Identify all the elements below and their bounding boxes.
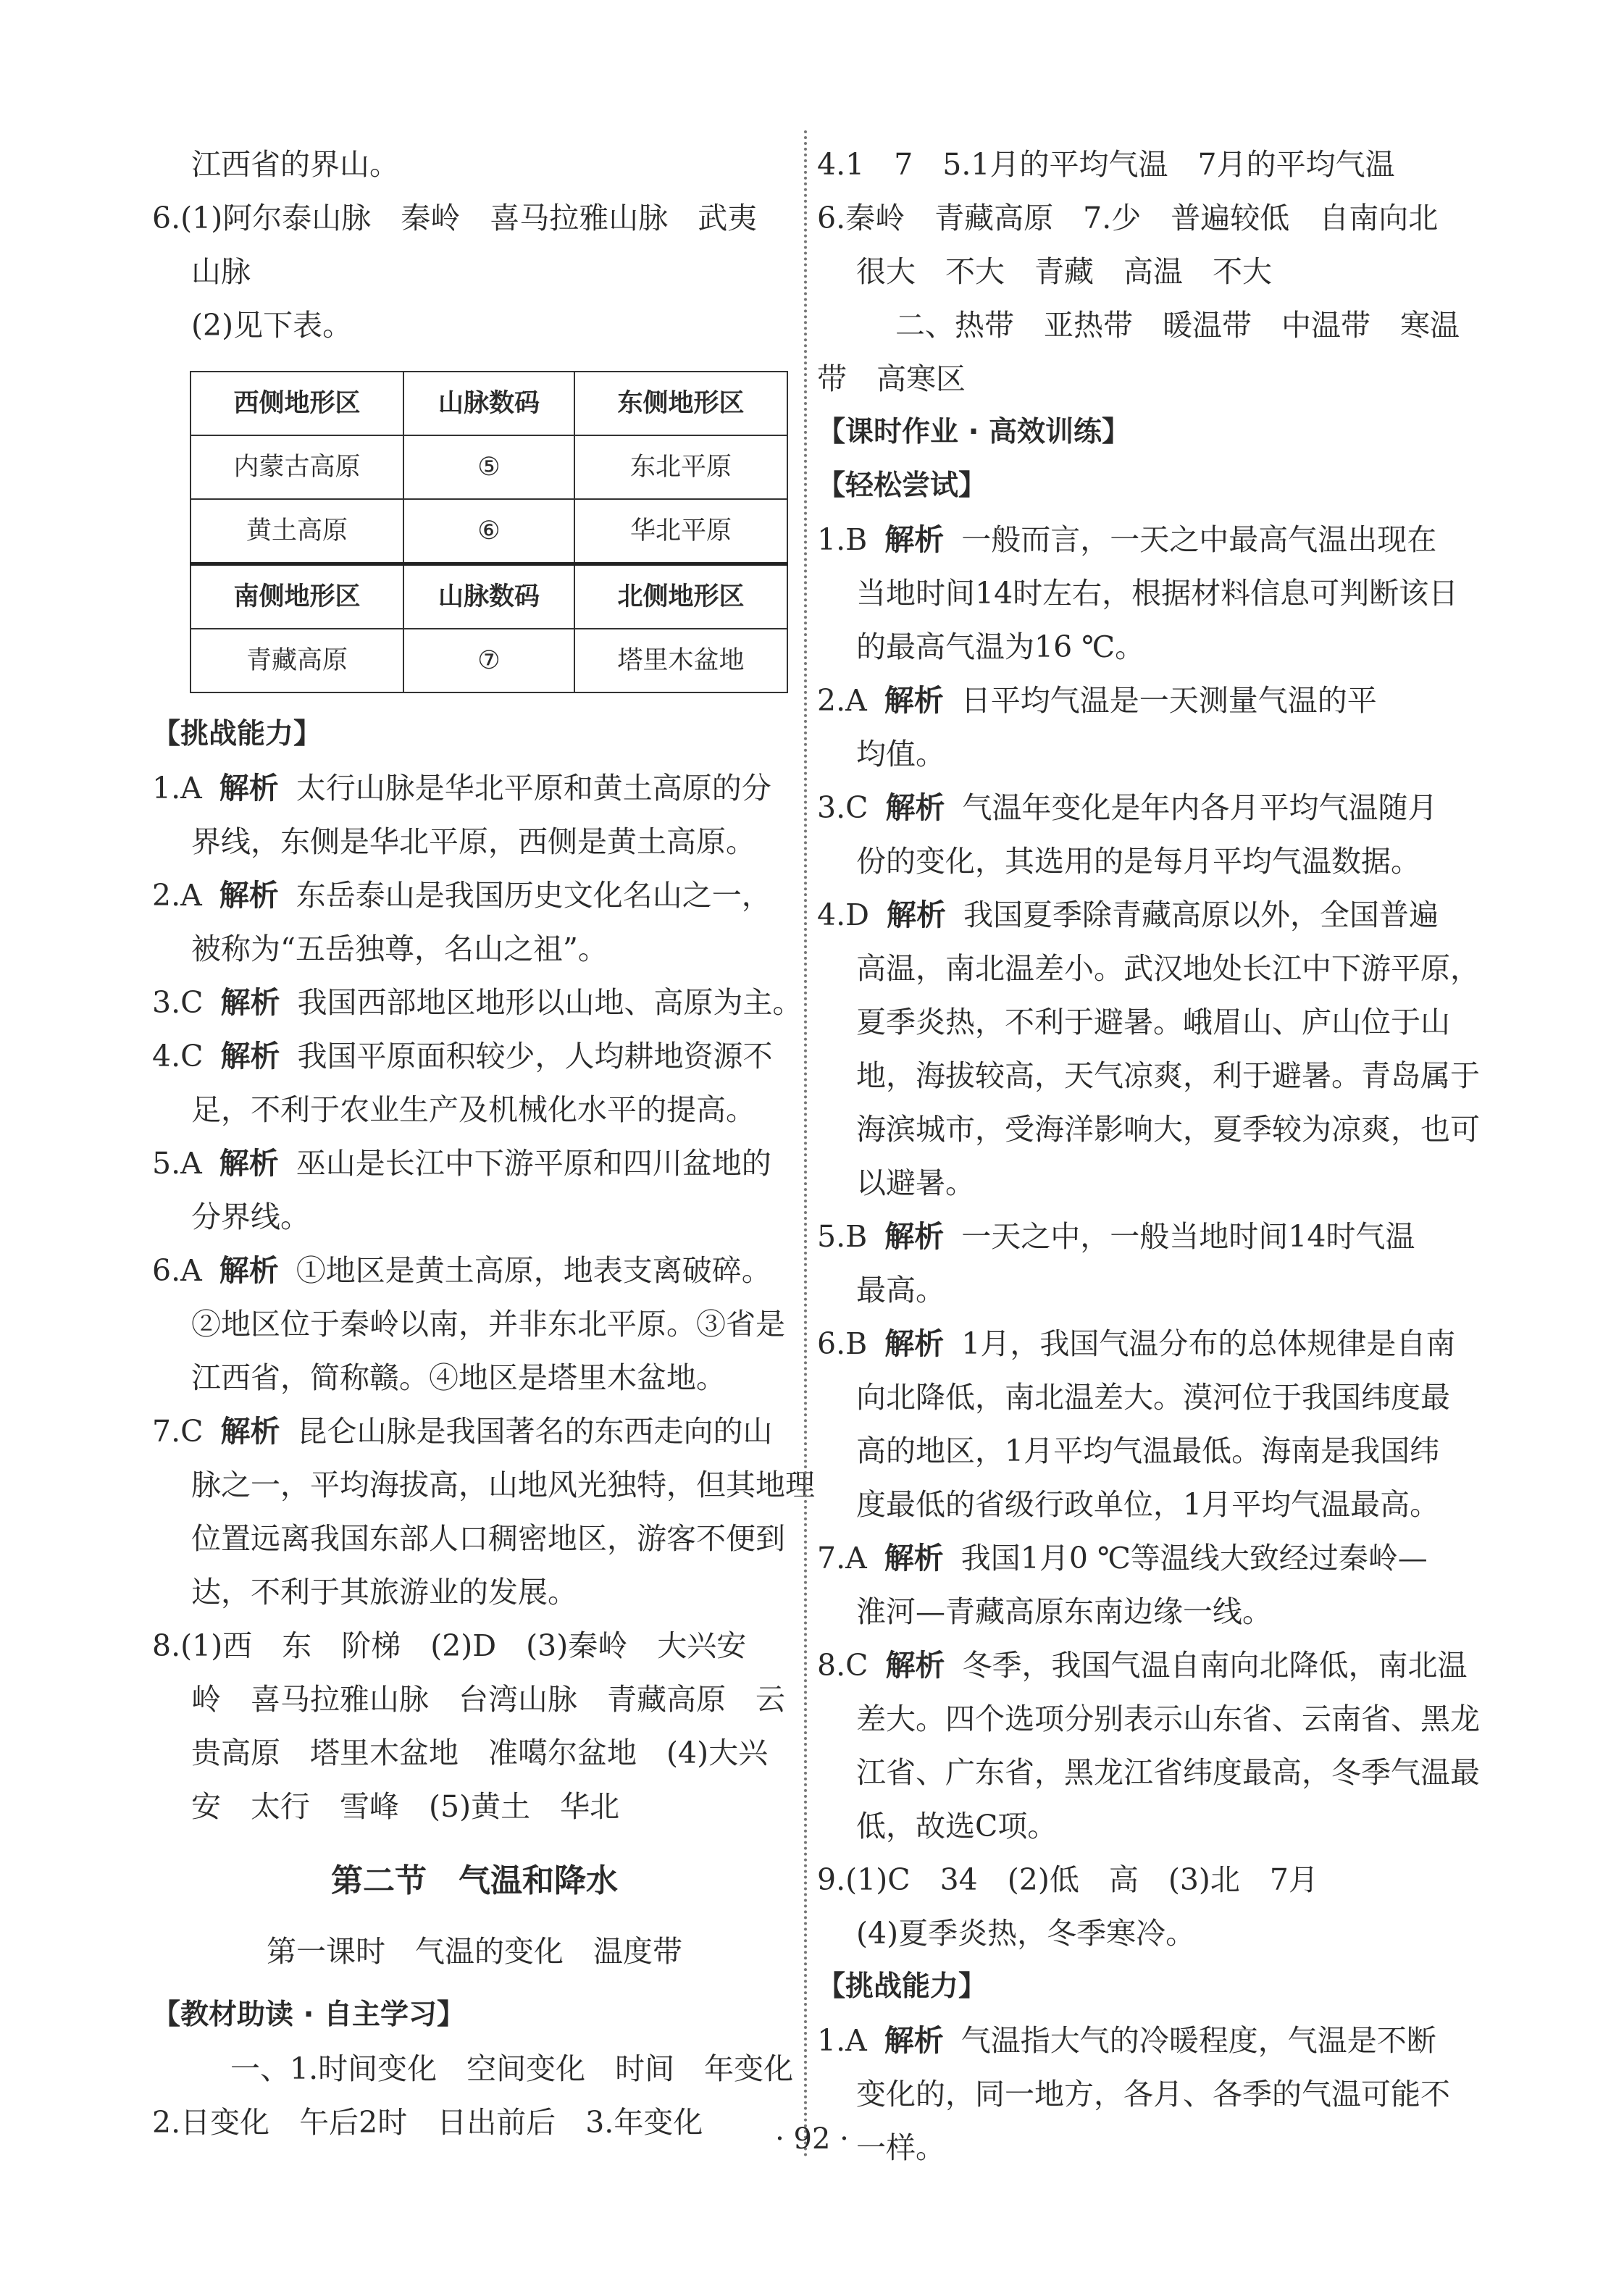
table-header-cell: 南侧地形区 — [191, 564, 403, 629]
analysis-label: 解析 — [219, 1146, 279, 1181]
answer-number: 3.C — [817, 790, 868, 825]
question-number: 6. — [152, 201, 181, 235]
text-line: 均值。 — [856, 737, 945, 771]
text-line: 巫山是长江中下游平原和四川盆地的 — [296, 1146, 771, 1181]
text-line: 低，故选C项。 — [856, 1809, 1058, 1843]
section-heading: 【挑战能力】 — [152, 718, 322, 750]
text-line: 我国1月0 ℃等温线大致经过秦岭— — [960, 1541, 1428, 1575]
answer-item — [152, 976, 803, 1029]
table-row — [191, 499, 787, 564]
text-line: 一天之中，一般当地时间14时气温 — [961, 1219, 1415, 1254]
answer-item — [817, 1638, 1469, 1692]
lesson-title: 第一课时 气温的变化 温度带 — [267, 1934, 682, 1969]
text-line: 江省、广东省，黑龙江省纬度最高，冬季气温最 — [856, 1755, 1480, 1790]
text-line: 以避暑。 — [856, 1165, 975, 1200]
text-line: 我国夏季除青藏高原以外，全国普遍 — [963, 897, 1439, 932]
question-8 — [152, 1619, 797, 1673]
text-line: 足，不利于农业生产及机械化水平的提高。 — [191, 1092, 756, 1127]
text-line: 向北降低，南北温差大。漠河位于我国纬度最 — [856, 1380, 1450, 1415]
question-6 — [152, 191, 797, 245]
answer-item — [152, 1405, 797, 1458]
text-line: 我国西部地区地形以山地、高原为主。 — [297, 985, 803, 1020]
table-header-cell: 北侧地形区 — [574, 564, 787, 629]
analysis-label: 解析 — [219, 1253, 279, 1288]
text-line: 气温指大气的冷暖程度，气温是不断 — [960, 2023, 1436, 2058]
analysis-label: 解析 — [220, 1039, 280, 1073]
text-line: 界线，东侧是华北平原，西侧是黄土高原。 — [191, 824, 756, 859]
text-line: 份的变化，其选用的是每月平均气温数据。 — [856, 844, 1420, 879]
answer-item — [817, 1317, 1469, 1370]
text-line: 最高。 — [856, 1273, 945, 1307]
table-header-cell: 山脉数码 — [403, 564, 574, 629]
analysis-label: 解析 — [887, 897, 946, 932]
text-line: 的最高气温为16 ℃。 — [856, 629, 1145, 664]
text-line: 一样。 — [856, 2130, 945, 2165]
text-line: 被称为“五岳独尊，名山之祖”。 — [191, 932, 608, 966]
left-answer-list — [152, 761, 815, 1619]
text-line: (1)阿尔泰山脉 秦岭 喜马拉雅山脉 武夷 — [180, 201, 758, 235]
text-line: (2)见下表。 — [191, 308, 353, 343]
answer-number: 6.A — [152, 1253, 202, 1288]
text-line: 当地时间14时左右，根据材料信息可判断该日 — [856, 576, 1459, 611]
text-line: 气温年变化是年内各月平均气温随月 — [962, 790, 1438, 825]
answer-item — [817, 2014, 1469, 2067]
answer-item — [152, 1244, 797, 1297]
text-line: 变化的，同一地方，各月、各季的气温可能不 — [856, 2077, 1450, 2112]
text-line: 岭 喜马拉雅山脉 台湾山脉 青藏高原 云 — [191, 1682, 785, 1717]
answer-number: 7.A — [817, 1541, 867, 1575]
text-line: 位置远离我国东部人口稠密地区，游客不便到 — [191, 1521, 785, 1556]
question-number: 9. — [817, 1862, 846, 1897]
table-cell: 华北平原 — [574, 499, 787, 564]
table-header-cell: 西侧地形区 — [191, 372, 403, 435]
answer-number: 3.C — [152, 985, 204, 1020]
answer-item — [817, 888, 1469, 942]
analysis-label: 解析 — [219, 878, 279, 913]
text-line: 冬季，我国气温自南向北降低，南北温 — [962, 1648, 1468, 1683]
answer-item — [817, 781, 1469, 834]
answer-number: 5.A — [152, 1146, 202, 1181]
table-row — [191, 435, 787, 499]
section-heading: 【挑战能力】 — [817, 1970, 987, 2003]
answer-number: 1.B — [817, 522, 868, 557]
page-number-value: 92 — [793, 2122, 831, 2156]
text-line: (4)夏季炎热，冬季寒冷。 — [856, 1916, 1196, 1951]
answer-number: 5.B — [817, 1219, 868, 1254]
table-cell: 内蒙古高原 — [191, 435, 403, 499]
answer-item — [152, 869, 797, 922]
text-line: 海滨城市，受海洋影响大，夏季较为凉爽，也可 — [856, 1112, 1480, 1147]
answer-number: 1.A — [817, 2023, 867, 2058]
answer-number: 8.C — [817, 1648, 868, 1683]
text-line: 带 高寒区 — [817, 361, 966, 396]
answer-number: 1.A — [152, 771, 202, 805]
text-line: 脉之一，平均海拔高，山地风光独特，但其地理 — [191, 1468, 815, 1502]
column-divider — [804, 130, 807, 2159]
text-line: 很大 不大 青藏 高温 不大 — [856, 254, 1272, 289]
text-line: 安 太行 雪峰 (5)黄土 华北 — [191, 1789, 620, 1824]
analysis-label: 解析 — [884, 1326, 945, 1361]
text-line: 差大。四个选项分别表示山东省、云南省、黑龙 — [856, 1702, 1480, 1736]
text-line: 6.秦岭 青藏高原 7.少 普遍较低 自南向北 — [817, 201, 1439, 235]
table-cell: 黄土高原 — [191, 499, 403, 564]
table-cell: ⑥ — [403, 499, 574, 564]
text-line: 山脉 — [191, 254, 251, 289]
answer-number: 6.B — [817, 1326, 868, 1361]
text-line: (1)西 东 阶梯 (2)D (3)秦岭 大兴安 — [180, 1628, 747, 1663]
text-line: 1月，我国气温分布的总体规律是自南 — [961, 1326, 1456, 1361]
page-number: · 92 · — [775, 2122, 849, 2156]
section-title: 第二节 气温和降水 — [331, 1862, 618, 1899]
right-answer-list — [817, 513, 1480, 1853]
analysis-label: 解析 — [884, 1219, 945, 1254]
table-cell: 东北平原 — [574, 435, 787, 499]
text-line: 江西省，简称赣。④地区是塔里木盆地。 — [191, 1360, 726, 1395]
text-line: 江西省的界山。 — [191, 147, 399, 182]
table-cell: 塔里木盆地 — [574, 629, 787, 692]
text-line: 高的地区，1月平均气温最低。海南是我国纬 — [856, 1434, 1440, 1468]
text-line: 一、1.时间变化 空间变化 时间 年变化 — [230, 2051, 794, 2086]
right-column — [817, 138, 1480, 2175]
text-line: 高温，南北温差小。武汉地处长江中下游平原， — [856, 951, 1480, 986]
analysis-label: 解析 — [219, 771, 279, 805]
text-line: 二、热带 亚热带 暖温带 中温带 寒温 — [895, 308, 1460, 343]
text-line: 夏季炎热，不利于避暑。峨眉山、庐山位于山 — [856, 1005, 1450, 1039]
text-line: 一般而言，一天之中最高气温出现在 — [961, 522, 1437, 557]
table-header-cell: 东侧地形区 — [574, 372, 787, 435]
analysis-label: 解析 — [884, 2023, 944, 2058]
analysis-label: 解析 — [885, 1648, 945, 1683]
text-line: 贵高原 塔里木盆地 准噶尔盆地 (4)大兴 — [191, 1736, 769, 1770]
question-9 — [817, 1853, 1469, 1907]
answer-number: 4.D — [817, 897, 869, 932]
table-row — [191, 629, 787, 692]
text-line: 达，不利于其旅游业的发展。 — [191, 1575, 577, 1610]
left-column — [152, 138, 815, 2149]
section-heading: 【教材助读 · 自主学习】 — [152, 1999, 465, 2031]
analysis-label: 解析 — [885, 790, 945, 825]
text-line: 太行山脉是华北平原和黄土高原的分 — [296, 771, 771, 805]
text-line: 昆仑山脉是我国著名的东西走向的山 — [297, 1414, 773, 1449]
table-header-row — [191, 372, 787, 435]
text-line: 淮河—青藏高原东南边缘一线。 — [856, 1594, 1272, 1629]
text-line: 度最低的省级行政单位，1月平均气温最高。 — [856, 1487, 1440, 1522]
answer-number: 2.A — [817, 683, 867, 718]
analysis-label: 解析 — [884, 522, 945, 557]
answer-item — [817, 674, 1469, 727]
text-line: ②地区位于秦岭以南，并非东北平原。③省是 — [191, 1307, 785, 1342]
section-heading: 【课时作业 · 高效训练】 — [817, 416, 1130, 448]
text-line: ①地区是黄土高原，地表支离破碎。 — [296, 1253, 771, 1288]
section-heading: 【轻松尝试】 — [817, 469, 987, 502]
analysis-label: 解析 — [220, 1414, 280, 1449]
answer-number: 7.C — [152, 1414, 204, 1449]
text-line: 东岳泰山是我国历史文化名山之一， — [296, 878, 771, 913]
table-cell: ⑤ — [403, 435, 574, 499]
answer-item — [152, 1137, 797, 1190]
analysis-label: 解析 — [884, 1541, 944, 1575]
text-line: (1)C 34 (2)低 高 (3)北 7月 — [845, 1862, 1318, 1897]
table-header-row — [191, 564, 787, 629]
text-line: 分界线。 — [191, 1200, 310, 1234]
text-line: 日平均气温是一天测量气温的平 — [960, 683, 1377, 718]
answer-item — [817, 513, 1469, 566]
table-cell: 青藏高原 — [191, 629, 403, 692]
answer-item — [817, 1210, 1469, 1263]
answer-item — [152, 1029, 797, 1083]
terrain-table — [190, 371, 788, 693]
answer-number: 4.C — [152, 1039, 204, 1073]
answer-item — [817, 1531, 1469, 1585]
text-line: 4.1 7 5.1月的平均气温 7月的平均气温 — [817, 147, 1395, 182]
text-line: 地，海拔较高，天气凉爽，利于避暑。青岛属于 — [856, 1058, 1480, 1093]
table-header-cell: 山脉数码 — [403, 372, 574, 435]
text-line: 我国平原面积较少，人均耕地资源不 — [297, 1039, 773, 1073]
answer-number: 2.A — [152, 878, 202, 913]
analysis-label: 解析 — [220, 985, 280, 1020]
table-cell: ⑦ — [403, 629, 574, 692]
question-number: 8. — [152, 1628, 181, 1663]
text-line: 2.日变化 午后2时 日出前后 3.年变化 — [152, 2105, 703, 2140]
answer-item — [152, 761, 797, 815]
analysis-label: 解析 — [884, 683, 944, 718]
